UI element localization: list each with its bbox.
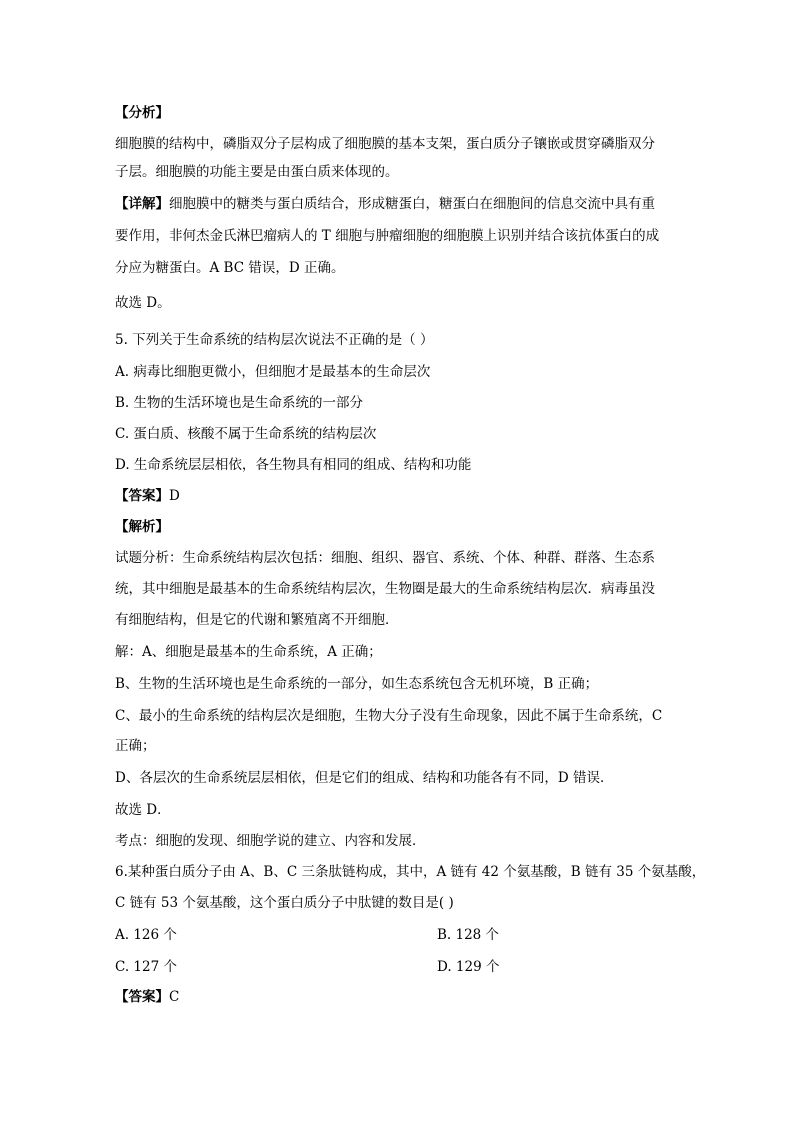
explanation-line: 解：A、细胞是最基本的生命系统，A 正确； bbox=[115, 644, 382, 660]
explanation-line: 有细胞结构，但是它的代谢和繁殖离不开细胞． bbox=[115, 612, 399, 628]
analysis-line: 细胞膜的结构中，磷脂双分子层构成了细胞膜的基本支架，蛋白质分子镶嵌或贯穿磷脂双分 bbox=[115, 136, 655, 152]
answer-heading: 【答案】 bbox=[115, 989, 169, 1005]
question-6-option-d: D. 129 个 bbox=[437, 959, 500, 975]
explanation-line: 试题分析：生命系统结构层次包括：细胞、组织、器官、系统、个体、种群、群落、生态系 bbox=[115, 550, 655, 566]
conclusion: 故选 D。 bbox=[115, 295, 171, 311]
question-6-stem: 6.某种蛋白质分子由 A、B、C 三条肽链构成，其中，A 链有 42 个氨基酸，B 链有 35 个氨基酸， bbox=[115, 864, 706, 880]
question-6-stem: C 链有 53 个氨基酸，这个蛋白质分子中肽键的数目是( ) bbox=[115, 895, 454, 911]
explanation-line: 正确； bbox=[115, 738, 156, 754]
detail-paragraph bbox=[115, 194, 734, 214]
answer-value: D bbox=[169, 488, 180, 504]
question-5-answer bbox=[115, 486, 734, 506]
question-6-option-c: C. 127 个 bbox=[115, 959, 177, 975]
question-5-option-d: D. 生命系统层层相依，各生物具有相同的组成、结构和功能 bbox=[115, 457, 472, 473]
question-6-option-a: A. 126 个 bbox=[115, 927, 177, 943]
answer-value: C bbox=[169, 989, 180, 1005]
explanation-line: D、各层次的生命系统层层相依，但是它们的组成、结构和功能各有不同，D 错误． bbox=[115, 770, 614, 786]
analysis-heading: 【分析】 bbox=[115, 105, 169, 121]
analysis-line: 子层。细胞膜的功能主要是由蛋白质来体现的。 bbox=[115, 164, 399, 180]
explanation-line: B、生物的生活环境也是生命系统的一部分，如生态系统包含无机环境，B 正确； bbox=[115, 676, 599, 692]
question-5-option-c: C. 蛋白质、核酸不属于生命系统的结构层次 bbox=[115, 426, 377, 442]
explanation-line: 统，其中细胞是最基本的生命系统结构层次，生物圈是最大的生命系统结构层次．病毒虽没 bbox=[115, 581, 655, 597]
detail-line: 要作用，非何杰金氏淋巴瘤病人的 T 细胞与肿瘤细胞的细胞膜上识别并结合该抗体蛋白的成 bbox=[115, 228, 660, 244]
detail-line: 分应为糖蛋白。A BC 错误，D 正确。 bbox=[115, 260, 345, 276]
question-5-stem: 5. 下列关于生命系统的结构层次说法不正确的是（ ） bbox=[115, 332, 434, 348]
detail-line: 细胞膜中的糖类与蛋白质结合，形成糖蛋白，糖蛋白在细胞间的信息交流中具有重 bbox=[169, 196, 655, 212]
question-5-option-b: B. 生物的生活环境也是生命系统的一部分 bbox=[115, 395, 364, 411]
explanation-line: 考点：细胞的发现、细胞学说的建立、内容和发展． bbox=[115, 833, 426, 849]
question-6-answer bbox=[115, 987, 734, 1007]
question-6-option-b: B. 128 个 bbox=[437, 927, 500, 943]
explanation-line: C、最小的生命系统的结构层次是细胞，生物大分子没有生命现象，因此不属于生命系统，C bbox=[115, 708, 663, 724]
explanation-heading: 【解析】 bbox=[115, 519, 169, 535]
question-5-option-a: A. 病毒比细胞更微小，但细胞才是最基本的生命层次 bbox=[115, 364, 431, 380]
detail-heading: 【详解】 bbox=[115, 196, 169, 212]
explanation-line: 故选 D． bbox=[115, 802, 171, 818]
answer-heading: 【答案】 bbox=[115, 488, 169, 504]
